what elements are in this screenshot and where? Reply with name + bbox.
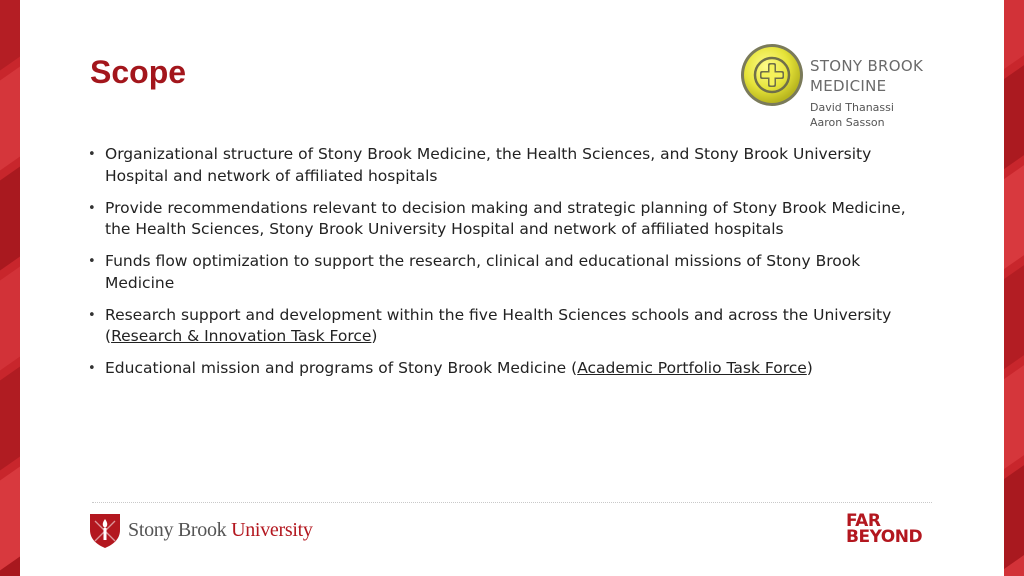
bullet-item: • Organizational structure of Stony Brook Medicine, the Health Sciences, and Stony Brook University Hospital and network of affiliated hospitals (88, 144, 918, 187)
header-brand (810, 56, 923, 130)
bullet-item: • Research support and development within the five Health Sciences schools and across the University (Research & Innovation Task Force) (88, 305, 918, 348)
left-border-decoration (0, 0, 22, 576)
footer-divider (92, 502, 932, 503)
slide-title: Scope (90, 54, 187, 90)
org-name-line2: MEDICINE (810, 77, 887, 95)
academic-portfolio-task-force-link[interactable]: Academic Portfolio Task Force (577, 359, 807, 377)
bullet-item: • Educational mission and programs of Stony Brook Medicine (Academic Portfolio Task Force) (88, 358, 918, 380)
far-beyond-tagline: FAR BEYOND (846, 511, 923, 547)
university-name: Stony Brook University (128, 518, 313, 541)
scope-bullet-list (88, 144, 918, 390)
medical-cross-badge-icon (740, 43, 804, 107)
torch-icon (88, 511, 122, 549)
presenter-name: David Thanassi (810, 101, 894, 114)
stony-brook-university-logo (88, 510, 313, 550)
bullet-item: • Provide recommendations relevant to decision making and strategic planning of Stony Brook Medicine, the Health Sciences, Stony Brook University Hospital and network of affiliated hospitals (88, 198, 918, 241)
org-name-line1: STONY BROOK (810, 57, 924, 75)
research-innovation-task-force-link[interactable]: Research & Innovation Task Force (111, 327, 372, 345)
right-border-decoration (1002, 0, 1024, 576)
presenter-name: Aaron Sasson (810, 116, 885, 129)
bullet-item: • Funds flow optimization to support the research, clinical and educational missions of Stony Brook Medicine (88, 251, 918, 294)
presenters (810, 100, 923, 130)
slide-canvas (20, 0, 1004, 576)
